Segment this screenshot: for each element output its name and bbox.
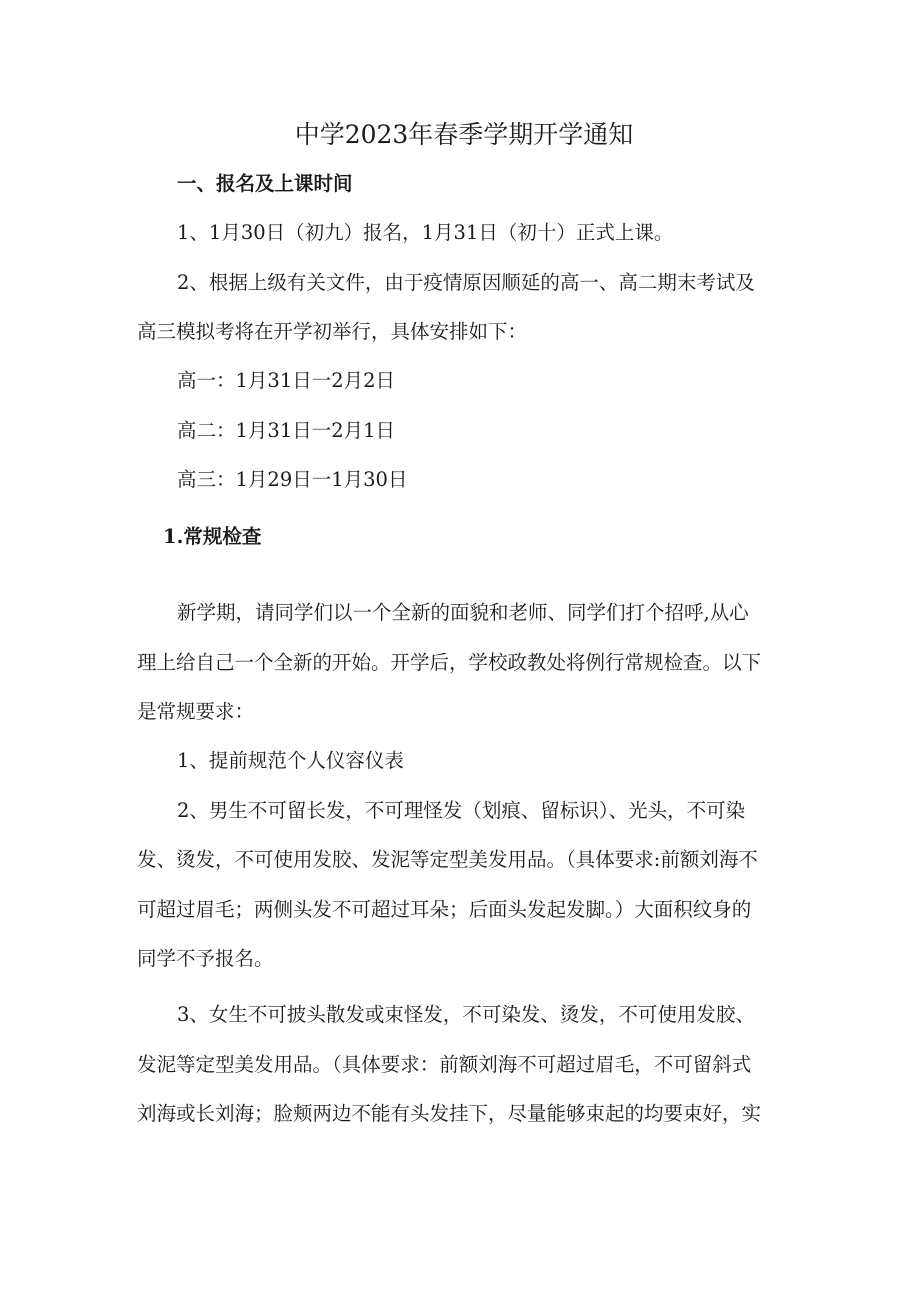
requirement-2-line-2: 发、烫发，不可使用发胶、发泥等定型美发用品。（具体要求:前额刘海不 [137, 848, 758, 871]
paragraph-intro-line-2: 理上给自己一个全新的开始。开学后，学校政教处将例行常规检查。以下 [137, 651, 762, 674]
requirement-1: 1、提前规范个人仪容仪表 [177, 749, 404, 772]
paragraph-exam-line-1: 2、根据上级有关文件，由于疫情原因顺延的高一、高二期末考试及 [177, 271, 755, 294]
paragraph-exam-line-2: 高三模拟考将在开学初举行，具体安排如下： [137, 320, 528, 343]
requirement-3-line-2: 发泥等定型美发用品。（具体要求：前额刘海不可超过眉毛，不可留斜式 [137, 1053, 752, 1076]
paragraph-intro-line-1: 新学期，请同学们以一个全新的面貌和老师、同学们打个招呼,从心 [177, 601, 749, 624]
schedule-grade-3: 高三：1月29日一1月30日 [177, 468, 408, 491]
requirement-2-line-1: 2、男生不可留长发，不可理怪发（划痕、留标识）、光头，不可染 [177, 799, 746, 822]
requirement-2-line-4: 同学不予报名。 [137, 947, 274, 970]
requirement-3-line-3: 刘海或长刘海；脸颊两边不能有头发挂下，尽量能够束起的均要束好，实 [137, 1102, 762, 1125]
requirement-2-line-3: 可超过眉毛；两侧头发不可超过耳朵；后面头发起发脚。）大面积纹身的 [137, 898, 752, 921]
requirement-3-line-1: 3、女生不可披头散发或束怪发，不可染发、烫发，不可使用发胶、 [177, 1003, 755, 1026]
schedule-grade-1: 高一：1月31日一2月2日 [177, 369, 396, 392]
document-title: 中学2023年春季学期开学通知 [294, 120, 634, 149]
section-heading-routine-check: 1.常规检查 [163, 525, 262, 548]
section-heading-registration: 一、报名及上课时间 [177, 172, 353, 195]
paragraph-intro-line-3: 是常规要求： [137, 700, 255, 723]
paragraph-registration-date: 1、1月30日（初九）报名，1月31日（初十）正式上课。 [177, 221, 674, 244]
schedule-grade-2: 高二：1月31日一2月1日 [177, 419, 396, 442]
